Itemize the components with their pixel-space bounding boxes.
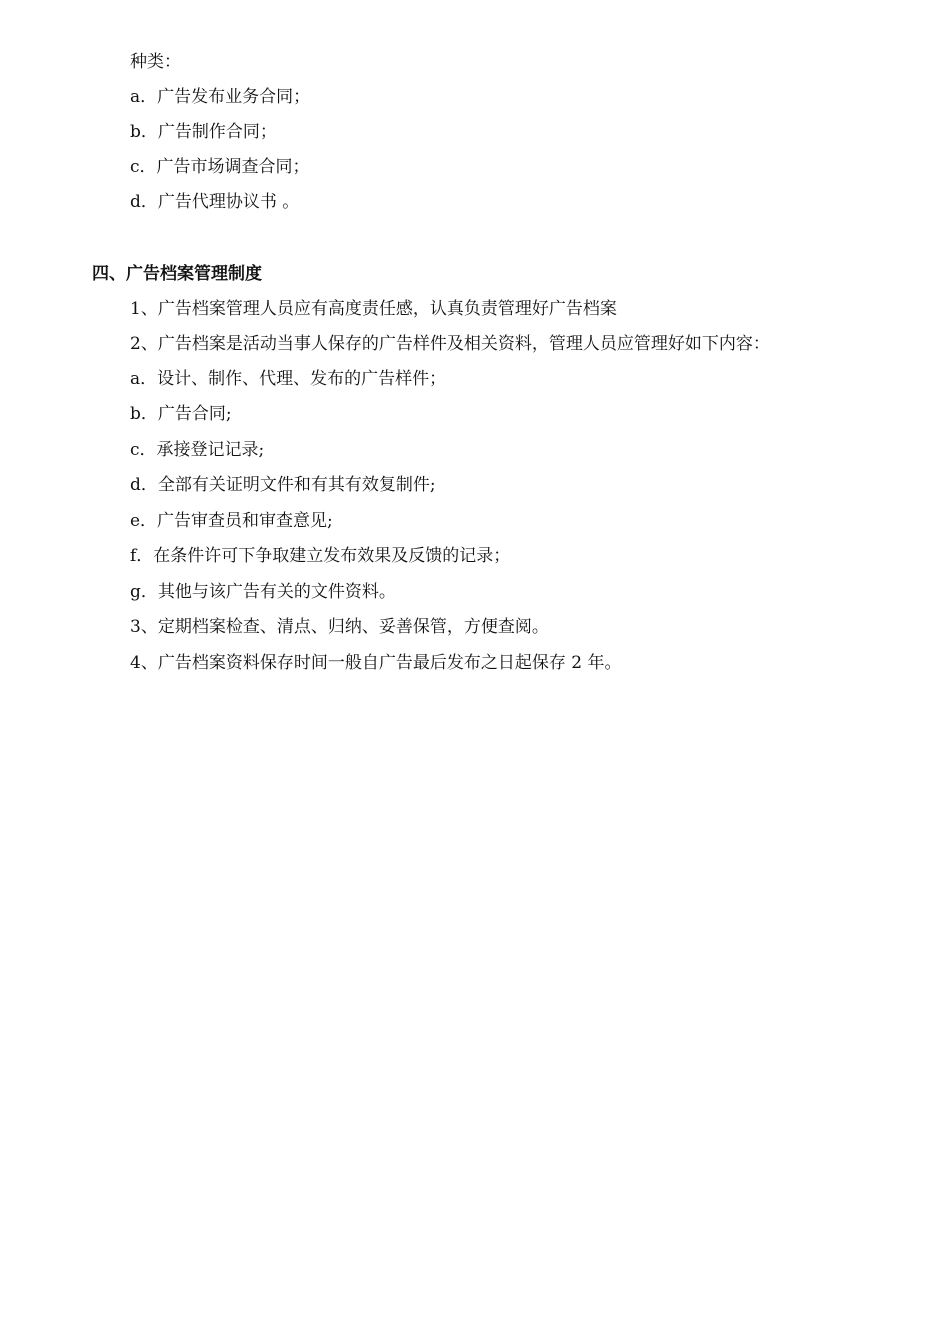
list-item: d．全部有关证明文件和有其有效复制件; <box>130 475 436 495</box>
section-heading: 四、广告档案管理制度 <box>92 264 262 284</box>
paragraph: 4、广告档案资料保存时间一般自广告最后发布之日起保存 2 年。 <box>130 653 622 673</box>
types-intro: 种类： <box>130 52 181 72</box>
list-item: c．广告市场调查合同； <box>130 157 310 177</box>
list-item: a．广告发布业务合同； <box>130 87 311 107</box>
paragraph: 3、定期档案检查、清点、归纳、妥善保管，方便查阅。 <box>130 617 549 637</box>
list-item: b．广告合同; <box>130 404 232 424</box>
list-item: a．设计、制作、代理、发布的广告样件； <box>130 369 447 389</box>
list-item: g．其他与该广告有关的文件资料。 <box>130 582 396 602</box>
list-item: b．广告制作合同； <box>130 122 277 142</box>
list-item: f．在条件许可下争取建立发布效果及反馈的记录； <box>130 546 511 566</box>
paragraph: 1、广告档案管理人员应有高度责任感，认真负责管理好广告档案 <box>130 299 617 319</box>
list-item: d．广告代理协议书 。 <box>130 192 300 212</box>
paragraph: 2、广告档案是活动当事人保存的广告样件及相关资料，管理人员应管理好如下内容： <box>130 334 770 354</box>
list-item: c．承接登记记录; <box>130 440 265 460</box>
list-item: e．广告审查员和审查意见; <box>130 511 333 531</box>
